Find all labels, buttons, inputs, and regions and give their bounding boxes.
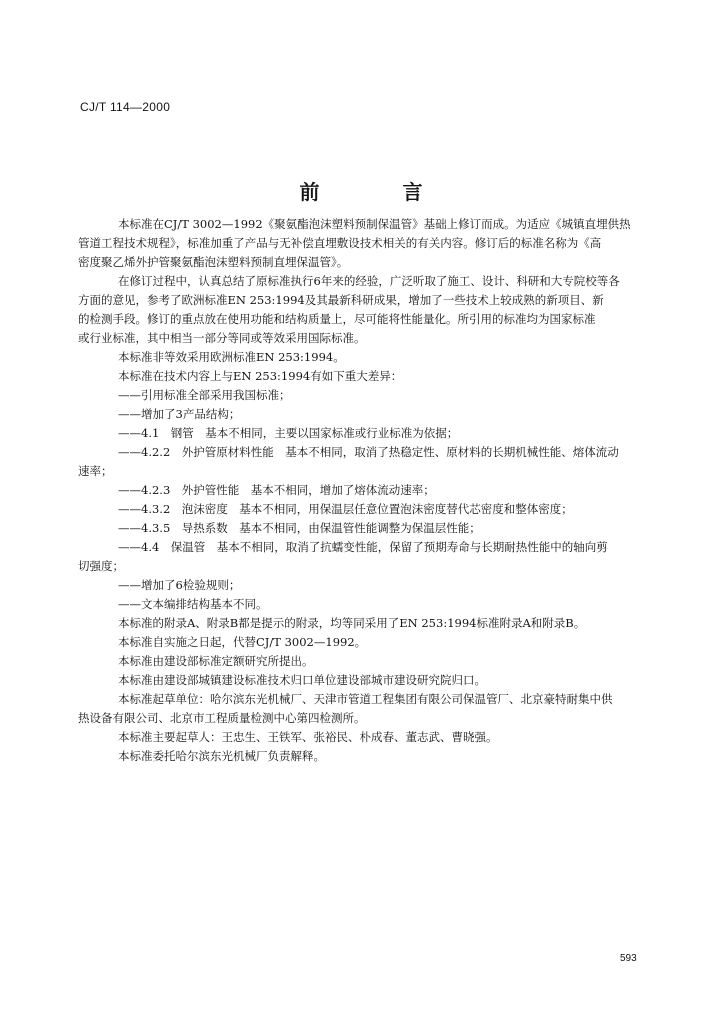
text-line: ——4.1 钢管 基本不相同，主要以国家标准或行业标准为依据； [118, 426, 459, 440]
text-line: 本标准在CJ/T 3002—1992《聚氨酯泡沫塑料预制保温管》基础上修订而成。为适应《城镇直埋供热 [118, 217, 631, 231]
text-line: ——文本编排结构基本不同。 [118, 597, 268, 611]
text-line: 的检测手段。修订的重点放在使用功能和结构质量上，尽可能将性能量化。所引用的标准均为国家标准 [78, 312, 596, 326]
text-line: ——4.4 保温管 基本不相同，取消了抗蠕变性能，保留了预期寿命与长期耐热性能中的轴向剪 [118, 540, 608, 554]
text-line: 速率； [78, 464, 113, 478]
text-line: 或行业标准，其中相当一部分等同或等效采用国际标准。 [78, 331, 366, 345]
text-line: ——4.2.2 外护管原材料性能 基本不相同，取消了热稳定性、原材料的长期机械性能、熔体流动 [118, 445, 619, 459]
text-line: ——增加了6检验规则； [118, 578, 241, 592]
text-line: 在修订过程中，认真总结了原标准执行6年来的经验，广泛听取了施工、设计、科研和大专院校等各 [118, 274, 620, 288]
text-line: 本标准非等效采用欧洲标准EN 253:1994。 [118, 350, 345, 364]
text-line: 本标准由建设部标准定额研究所提出。 [118, 654, 314, 668]
text-line: ——增加了3产品结构； [118, 407, 241, 421]
text-line: 本标准由建设部城镇建设标准技术归口单位建设部城市建设研究院归口。 [118, 673, 486, 687]
standard-code: CJ/T 114—2000 [80, 100, 171, 114]
text-line: 本标准主要起草人：王忠生、王铁军、张裕民、朴成春、董志武、曹晓强。 [118, 730, 498, 744]
text-line: 切强度； [78, 559, 124, 573]
text-line: ——引用标准全部采用我国标准； [118, 388, 291, 402]
preface-text [78, 215, 658, 766]
text-line: ——4.3.2 泡沫密度 基本不相同，用保温层任意位置泡沫密度替代芯密度和整体密度； [118, 502, 573, 516]
page-title: 前 言 [299, 180, 461, 204]
text-line: 密度聚乙烯外护管聚氨酯泡沫塑料预制直埋保温管》。 [78, 255, 349, 269]
text-line: 本标准的附录A、附录B都是提示的附录，均等同采用了EN 253:1994标准附录A和附录B。 [118, 616, 586, 630]
text-line: 热设备有限公司、北京市工程质量检测中心第四检测所。 [78, 711, 366, 725]
text-line: 本标准在技术内容上与EN 253:1994有如下重大差异： [118, 369, 403, 383]
preface-body [78, 215, 658, 766]
text-line: 管道工程技术规程》，标准加重了产品与无补偿直埋敷设技术相关的有关内容。修订后的标准名称为《高 [78, 236, 602, 250]
text-line: 本标准委托哈尔滨东光机械厂负责解释。 [118, 749, 325, 763]
text-line: 方面的意见，参考了欧洲标准EN 253:1994及其最新科研成果，增加了一些技术上较成熟的新项目、新 [78, 293, 604, 307]
text-line: ——4.2.3 外护管性能 基本不相同，增加了熔体流动速率； [118, 483, 435, 497]
text-line: 本标准自实施之日起，代替CJ/T 3002—1992。 [118, 635, 367, 649]
text-line: 本标准起草单位：哈尔滨东光机械厂、天津市管道工程集团有限公司保温管厂、北京豪特耐集中供 [118, 692, 613, 706]
text-line: ——4.3.5 导热系数 基本不相同，由保温管性能调整为保温层性能； [118, 521, 481, 535]
page-number: 593 [620, 953, 637, 964]
